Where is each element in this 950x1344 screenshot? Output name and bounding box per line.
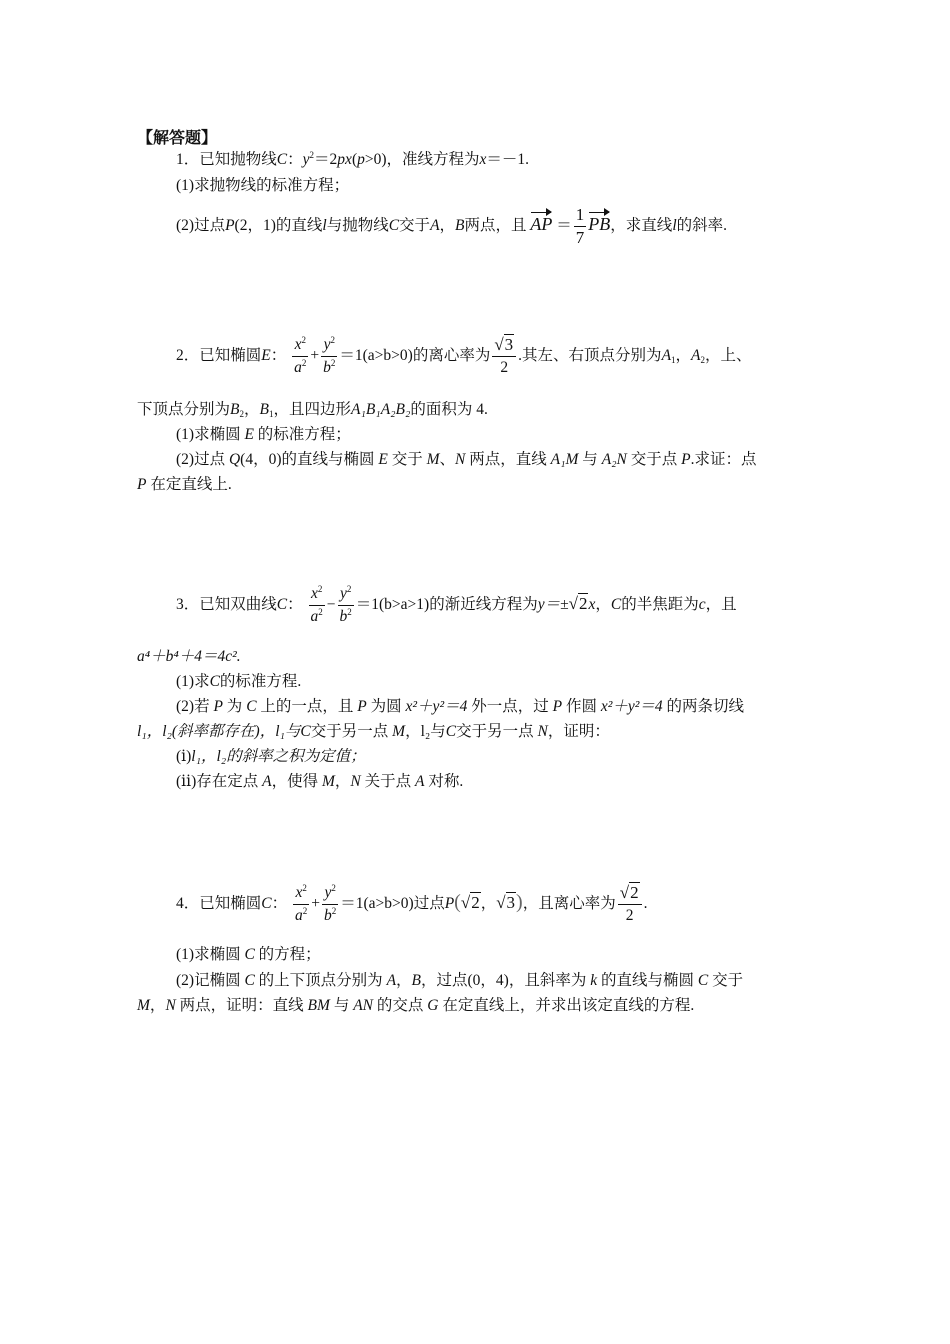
section-heading: 【解答题】: [137, 128, 218, 147]
q3-part1: (1)求C的标准方程.: [176, 673, 302, 690]
q4-part1: (1)求椭圆 C 的方程；: [176, 946, 321, 963]
q4-line2: M，N 两点，证明：直线 BM 与 AN 的交点 G 在定直线上，并求出该定直线的方程.: [137, 997, 695, 1014]
fraction-x2-a2: $\frac{x^2}{a^2}$: [310, 584, 323, 625]
fraction-y2-b2: $\frac{y^2}{b^2}$: [324, 883, 337, 924]
sqrt-2: √2: [568, 594, 588, 614]
fraction-sqrt2-over-2: $\frac{√2}{2}$: [618, 882, 642, 927]
q3-line2: a⁴＋b⁴＋4＝4c².: [137, 648, 241, 665]
q3-sub-i: (ⅰ)l₁，l₂的斜率之积为定值；: [176, 748, 366, 765]
q1-part2: (2)过点P(2，1)的直线l与抛物线C交于A，B两点，且 AP ＝ $\frac{1}{7}$ PB，求直线l的斜率.: [176, 205, 728, 247]
fraction-sqrt3-over-2: $\frac{√3}{2}$: [492, 334, 516, 379]
q1-part1: (1)求抛物线的标准方程；: [176, 177, 350, 194]
q2-line1: 2．已知椭圆E： $\frac{x^2}{a^2}$ + $\frac{y^2}{b^2}$ ＝1(a>b>0)的离心率为 $\frac{√3}{2}$ .其左、右顶点分别为$A_1$，$A_2$，上、: [176, 334, 752, 379]
q4-line1: 4．已知椭圆C： $\frac{x^2}{a^2}$ + $\frac{y^2}{b^2}$ ＝1(a>b>0)过点P(√2，√3)，且离心率为 $\frac{√2}{2}$ .: [176, 882, 647, 927]
q3-line1: 3．已知双曲线C： $\frac{x^2}{a^2}$ − $\frac{y^2}{b^2}$ ＝1(b>a>1)的渐近线方程为y＝±√2x，C的半焦距为c，且: [176, 583, 737, 628]
q3-sub-ii: (ⅱ)存在定点 A，使得 M，N 关于点 A 对称.: [176, 773, 464, 790]
q3-part2: (2)若 P 为 C 上的一点，且 P 为圆 x²＋y²＝4 外一点，过 P 作圆 x²＋y²＝4 的两条切线: [176, 698, 745, 715]
fraction-x2-a2: $\frac{x^2}{a^2}$: [294, 335, 307, 376]
fraction-one-seventh: $\frac{1}{7}$: [575, 205, 585, 247]
sqrt-2: √2: [460, 893, 480, 913]
vector-ap: AP: [530, 211, 552, 237]
q3-line-l: l₁，l₂(斜率都存在)，l₁与C交于另一点 M，l₂与C交于另一点 N，证明：: [137, 723, 610, 740]
q2-part2: (2)过点 Q(4，0)的直线与椭圆 E 交于 M、N 两点，直线 A₁M 与 A₂N 交于点 P.求证：点: [176, 451, 757, 468]
fraction-y2-b2: $\frac{y^2}{b^2}$: [339, 584, 352, 625]
q2-line-last: P 在定直线上.: [137, 476, 232, 493]
q2-part1: (1)求椭圆 E 的标准方程；: [176, 426, 351, 443]
vector-pb: PB: [588, 211, 610, 237]
q4-part2: (2)记椭圆 C 的上下顶点分别为 A，B，过点(0，4)，且斜率为 k 的直线与椭圆 C 交于: [176, 972, 744, 989]
sqrt-3: √3: [496, 893, 516, 913]
q1-line1: 1．已知抛物线C：$y^2=2px(p>0)$，准线方程为x＝－1.: [176, 150, 530, 168]
q2-line2: 下顶点分别为$B_2$，$B_1$，且四边形A₁B₁A₂B₂的面积为 4.: [137, 401, 488, 419]
fraction-x2-a2: $\frac{x^2}{a^2}$: [295, 883, 308, 924]
fraction-y2-b2: $\frac{y^2}{b^2}$: [323, 335, 336, 376]
